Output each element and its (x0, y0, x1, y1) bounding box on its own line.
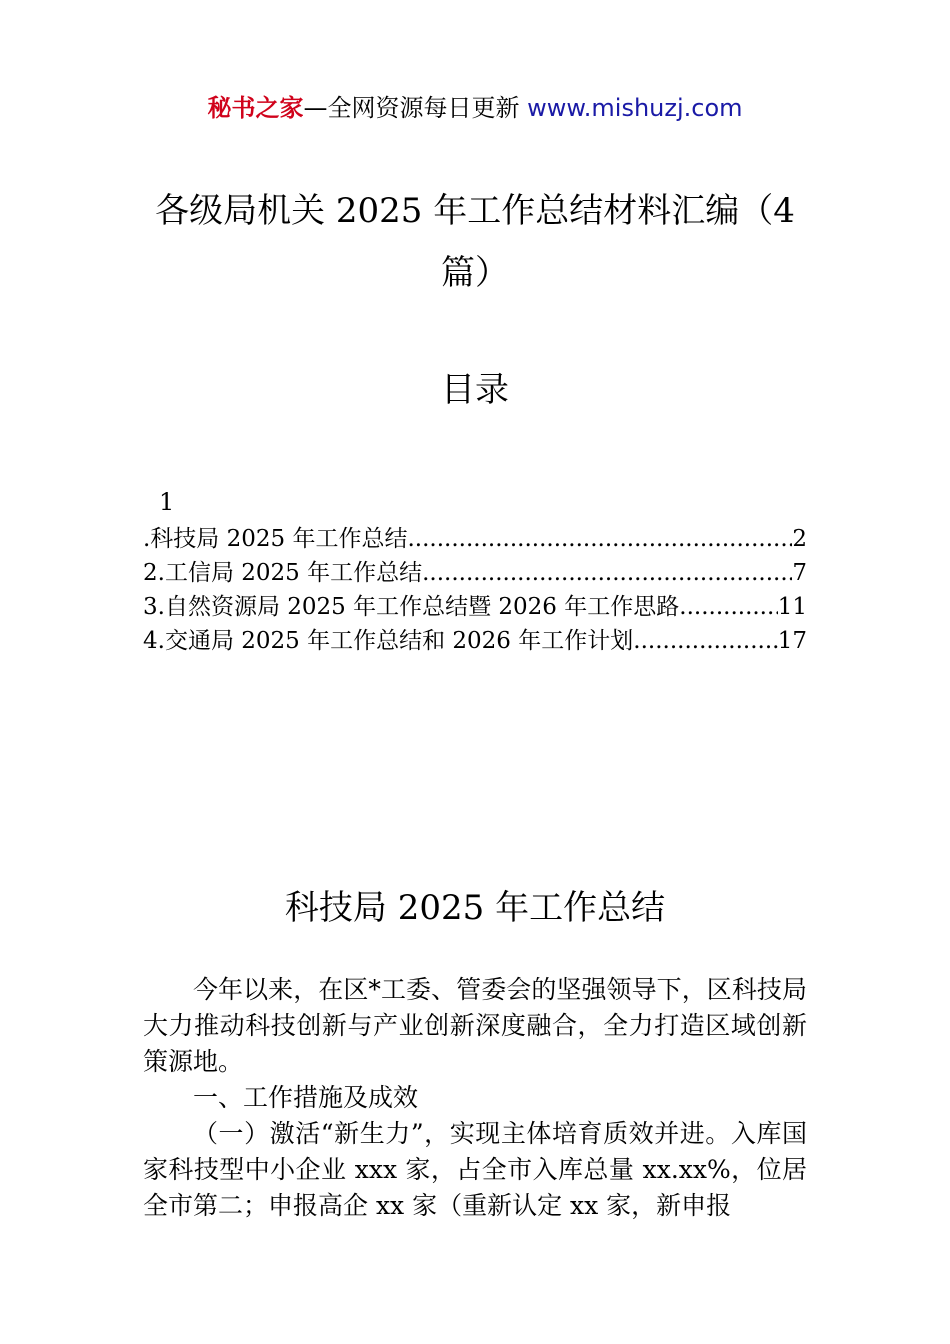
toc-item-title: 4.交通局 2025 年工作总结和 2026 年工作计划 (143, 628, 634, 654)
toc-item[interactable] (143, 624, 807, 658)
toc-leader-dots (407, 522, 792, 556)
body-paragraph: （一）激活“新生力”，实现主体培育质效并进。入库国家科技型中小企业 xxx 家，占全市入库总量 xx.xx%，位居全市第二；申报高企 xx 家（重新认定 xx 家，新申报 (143, 1119, 807, 1220)
body-heading: 一、工作措施及成效 (193, 1083, 419, 1112)
toc-item-page: 2 (792, 526, 807, 552)
toc-item-title: 2.工信局 2025 年工作总结 (143, 560, 423, 586)
body-paragraph: 今年以来，在区*工委、管委会的坚强领导下，区科技局大力推动科技创新与产业创新深度融合，全力打造区域创新策源地。 (143, 975, 807, 1076)
toc-leader-dots (633, 624, 777, 658)
site-header (0, 88, 950, 123)
toc-item-page: 7 (792, 560, 807, 586)
toc-leader-dots (679, 590, 777, 624)
site-url-link[interactable]: www.mishuzj.com (527, 94, 743, 122)
table-of-contents (143, 522, 807, 658)
toc-item[interactable] (143, 590, 807, 624)
toc-leader-dots (422, 556, 792, 590)
toc-item-title: 3.自然资源局 2025 年工作总结暨 2026 年工作思路 (143, 594, 680, 620)
document-title: 各级局机关 2025 年工作总结材料汇编（4 篇） (155, 191, 795, 293)
section-body (143, 972, 807, 1224)
site-brand: 秘书之家 (207, 94, 304, 122)
toc-item[interactable] (143, 556, 807, 590)
site-tagline: —全网资源每日更新 (303, 94, 528, 122)
toc-item[interactable] (143, 522, 807, 556)
toc-item-page: 11 (777, 594, 807, 620)
section-title: 科技局 2025 年工作总结 (284, 888, 666, 928)
toc-heading: 目录 (441, 370, 509, 410)
toc-first-number: 1 (159, 488, 175, 516)
toc-item-page: 17 (777, 628, 807, 654)
toc-item-title: .科技局 2025 年工作总结 (143, 526, 408, 552)
